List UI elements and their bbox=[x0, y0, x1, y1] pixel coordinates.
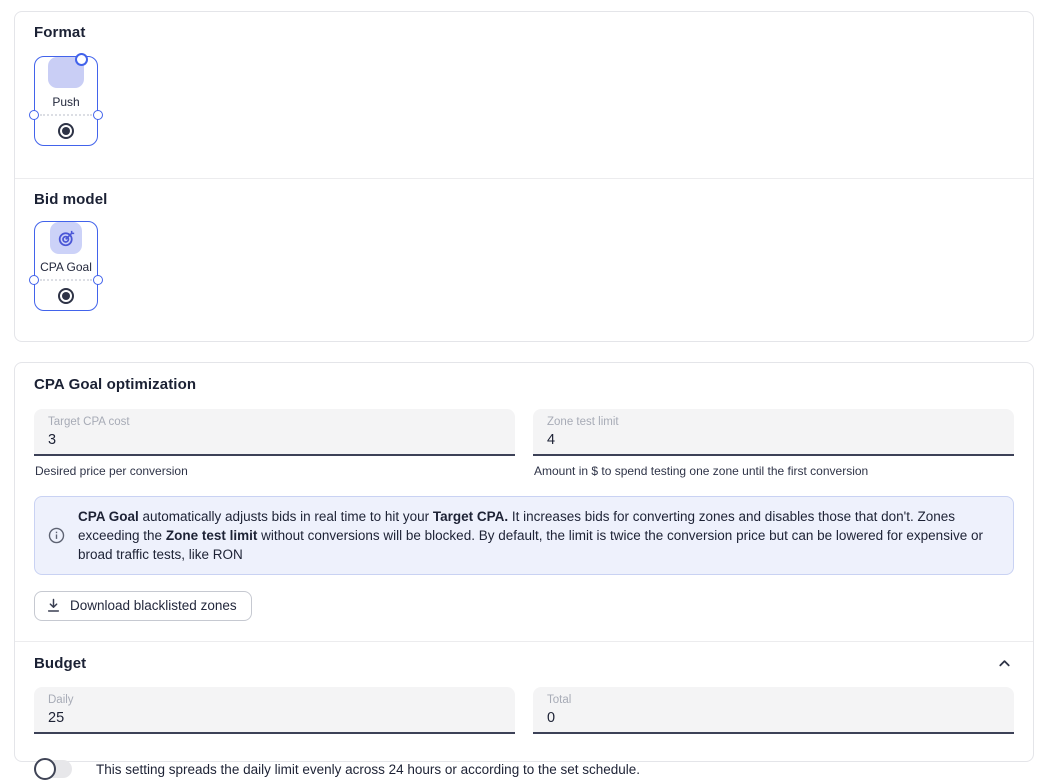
cpa-info-text: CPA Goal automatically adjusts bids in real time to hit your Target CPA. It increases bids for converting zones and disables those that don't. Zones exceeding the Zone test limit without conversions will be blocked. By default, the limit is twice the conversion price but can be lowered for expensive or broad traffic tests, like RON bbox=[78, 509, 983, 563]
cpa-card-top bbox=[35, 222, 97, 279]
ticket-notch-left bbox=[29, 275, 39, 285]
total-budget-field[interactable] bbox=[533, 687, 1014, 734]
daily-budget-field[interactable] bbox=[34, 687, 515, 734]
format-section-title: Format bbox=[34, 24, 86, 41]
zone-limit-field[interactable] bbox=[533, 409, 1014, 456]
cpa-radio-selected[interactable] bbox=[58, 288, 74, 304]
format-card-push[interactable] bbox=[34, 56, 98, 146]
daily-budget-input[interactable] bbox=[48, 707, 501, 728]
target-cpa-field-group bbox=[34, 409, 515, 478]
target-icon-glyph bbox=[57, 229, 76, 248]
push-icon-dot bbox=[75, 53, 88, 66]
total-budget-input[interactable] bbox=[547, 707, 1000, 728]
cpa-optimization-title: CPA Goal optimization bbox=[34, 376, 197, 393]
target-cpa-field[interactable] bbox=[34, 409, 515, 456]
zone-limit-helper: Amount in $ to spend testing one zone until the first conversion bbox=[534, 464, 869, 478]
bid-model-card-cpa-goal[interactable] bbox=[34, 221, 98, 311]
info-icon bbox=[48, 527, 65, 544]
panel1-divider bbox=[15, 178, 1033, 179]
download-icon bbox=[47, 598, 60, 613]
ticket-notch-left bbox=[29, 110, 39, 120]
spread-daily-toggle-label: This setting spreads the daily limit evenly across 24 hours or according to the set schedule. bbox=[96, 761, 641, 777]
budget-fields-row bbox=[34, 687, 1014, 734]
push-card-divider bbox=[40, 114, 92, 116]
budget-header bbox=[34, 654, 1014, 673]
panel2-divider bbox=[15, 641, 1033, 642]
push-card-radio-area bbox=[35, 116, 97, 145]
budget-collapse-button[interactable] bbox=[995, 654, 1014, 673]
ticket-notch-right bbox=[93, 275, 103, 285]
zone-limit-input[interactable] bbox=[547, 429, 1000, 450]
daily-field-group bbox=[34, 687, 515, 734]
push-card-top bbox=[35, 57, 97, 114]
cpa-budget-panel bbox=[14, 362, 1034, 777]
cpa-card-label: CPA Goal bbox=[40, 260, 92, 274]
daily-budget-label: Daily bbox=[48, 694, 74, 707]
push-radio-selected[interactable] bbox=[58, 123, 74, 139]
budget-section-title: Budget bbox=[34, 654, 87, 672]
download-blacklisted-zones-button[interactable] bbox=[34, 591, 252, 621]
total-field-group bbox=[533, 687, 1014, 734]
cpa-goal-icon bbox=[50, 222, 82, 254]
zone-limit-label: Zone test limit bbox=[547, 416, 619, 428]
cpa-fields-row bbox=[34, 409, 1014, 478]
cpa-card-divider bbox=[40, 279, 92, 281]
cpa-card-radio-area bbox=[35, 281, 97, 310]
chevron-up-icon bbox=[997, 656, 1012, 671]
push-card-label: Push bbox=[52, 95, 80, 109]
target-cpa-input[interactable] bbox=[48, 429, 501, 450]
push-icon bbox=[48, 57, 84, 88]
ticket-notch-right bbox=[93, 110, 103, 120]
cpa-info-box bbox=[34, 496, 1014, 575]
bid-model-section-title: Bid model bbox=[34, 191, 108, 208]
format-bid-model-panel bbox=[14, 11, 1034, 342]
target-cpa-label: Target CPA cost bbox=[48, 416, 130, 428]
target-cpa-helper: Desired price per conversion bbox=[35, 464, 188, 478]
download-button-label: Download blacklisted zones bbox=[70, 598, 237, 614]
zone-limit-field-group bbox=[533, 409, 1014, 478]
total-budget-label: Total bbox=[547, 694, 572, 707]
